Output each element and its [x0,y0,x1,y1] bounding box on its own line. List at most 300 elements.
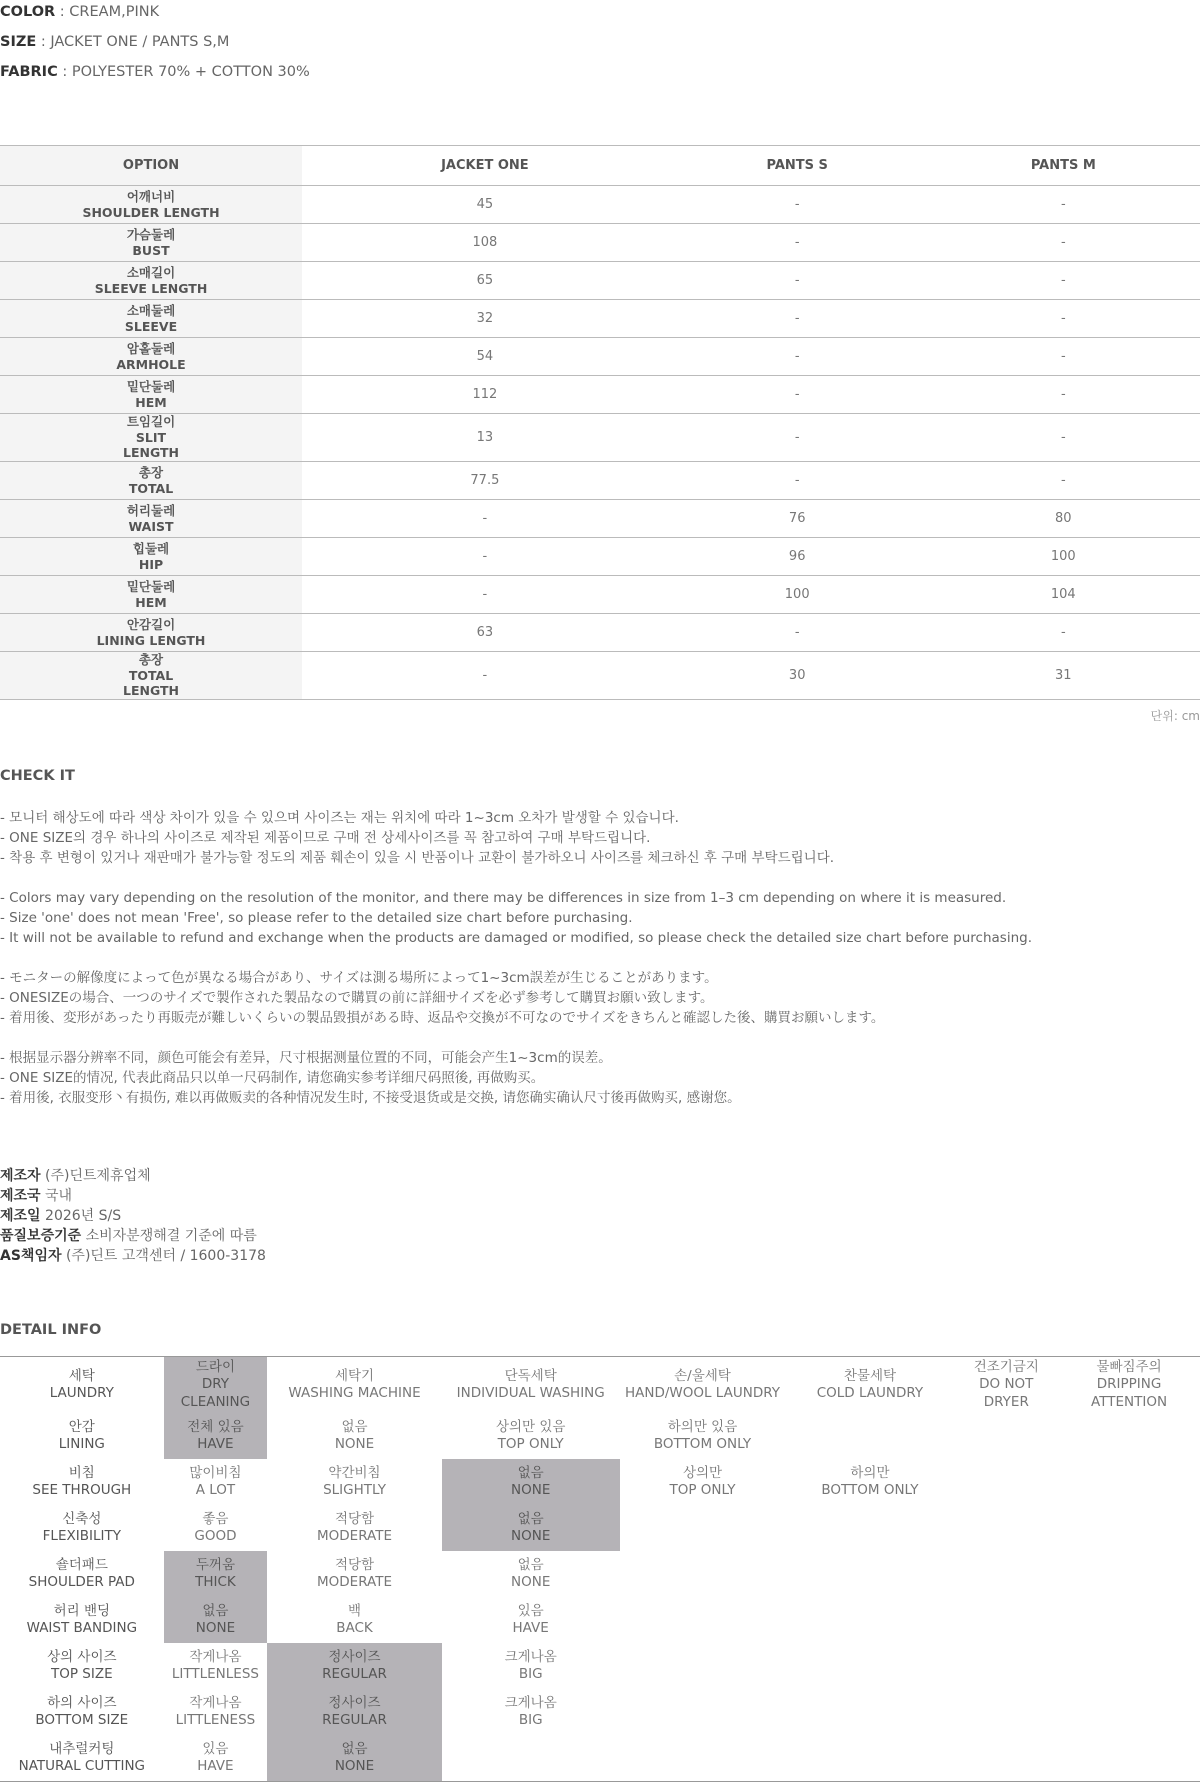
size-value: - [927,376,1200,414]
detail-option-selected [267,1643,442,1689]
detail-option [267,1413,442,1459]
size-col-header: OPTION [0,146,302,186]
detail-option-line: 하의만 [850,1464,890,1481]
detail-option-line: 적당함 [334,1556,375,1573]
detail-label [0,1357,164,1414]
detail-option-line: NONE [195,1620,236,1636]
detail-option-line: 없음 [341,1418,368,1435]
notice-group [0,888,1032,948]
option-label-en: SHOULDER LENGTH [82,204,220,220]
detail-option-line: HAND/WOOL LAUNDRY [624,1385,781,1401]
detail-option [620,1689,786,1735]
detail-option-line: 세탁기 [334,1367,375,1384]
detail-option [620,1413,786,1459]
detail-label-line: WAIST BANDING [26,1620,138,1636]
detail-option [620,1643,786,1689]
option-label-en: TOTAL [128,480,174,496]
detail-option [620,1597,786,1643]
detail-label-line: NATURAL CUTTING [18,1758,146,1774]
size-value: 13 [302,414,668,462]
size-value: 65 [302,262,668,300]
detail-option-line: DO NOT DRYER [979,1376,1034,1410]
detail-option-line: 정사이즈 [328,1648,381,1665]
manufacturer-label: 제조일 [0,1208,41,1224]
detail-option [442,1735,620,1782]
notice-line: - 着用後, 衣服变形丶有损伤, 难以再做贩卖的各种情况发生时, 不接受退货或是交换, 请您确实确认尺寸後再做购买, 感谢您。 [0,1090,741,1106]
table-row [0,500,1200,538]
size-value: 100 [927,538,1200,576]
detail-option-line: BACK [336,1620,373,1636]
notice-line: - ONESIZEの場合、一つのサイズで製作された製品なので購買の前に詳細サイズを必ず参考して購買お願い致します。 [0,990,714,1006]
detail-label-line: FLEXIBILITY [42,1528,121,1544]
detail-label [0,1551,164,1597]
detail-option-line: BIG [518,1712,543,1728]
detail-option-line: TOP ONLY [669,1482,736,1498]
detail-option-line: 백 [347,1602,362,1619]
detail-option [267,1597,442,1643]
detail-option-line: 적당함 [334,1510,375,1527]
size-value: - [927,414,1200,462]
detail-label-line: 세탁 [68,1367,95,1384]
detail-option-line: 없음 [517,1556,544,1573]
detail-label [0,1459,164,1505]
detail-option-selected [267,1735,442,1782]
spec-label: FABRIC [0,64,58,80]
detail-option-line: SLIGHTLY [323,1482,386,1498]
option-label-en: BUST [132,242,170,258]
manufacturer-row [0,1246,266,1266]
notice-line: - Size 'one' does not mean 'Free', so please refer to the detailed size chart before purchasing. [0,910,633,926]
detail-label [0,1643,164,1689]
detail-option [164,1643,268,1689]
detail-option [785,1689,954,1735]
table-row [0,538,1200,576]
option-label-ko: 밑단둘레 [126,579,176,594]
detail-option [620,1551,786,1597]
detail-option-selected [442,1505,620,1551]
size-value: - [927,614,1200,652]
detail-option-line: NONE [334,1436,375,1452]
detail-option-line: 상의만 있음 [495,1418,566,1435]
detail-option [1058,1689,1200,1735]
detail-option [1058,1459,1200,1505]
table-row [0,652,1200,700]
table-row [0,300,1200,338]
table-row [0,414,1200,462]
size-table [0,145,1200,700]
detail-row [0,1689,1200,1735]
detail-option-line: 전체 있음 [187,1418,244,1435]
detail-option-line: 드라이 [195,1358,235,1375]
spec-size: SIZE : JACKET ONE / PANTS S,M [0,34,230,50]
option-label [0,500,302,538]
detail-label-line: 비침 [68,1464,95,1481]
detail-option-line: HAVE [512,1620,549,1636]
detail-option-line: 정사이즈 [328,1694,381,1711]
manufacturer-row [0,1186,266,1206]
notice-line: - Colors may vary depending on the resolution of the monitor, and there may be differences in size from 1–3 cm depending on where it is measured. [0,890,1007,906]
detail-option-line: 있음 [202,1740,229,1757]
size-value: 76 [668,500,927,538]
detail-option [1058,1643,1200,1689]
spec-fabric: FABRIC : POLYESTER 70% + COTTON 30% [0,64,310,80]
detail-option-selected [164,1551,268,1597]
manufacturer-label: 제조국 [0,1188,41,1204]
notice-line: - モニターの解像度によって色が異なる場合があり、サイズは測る場所によって1~3cm誤差が生じることがあります。 [0,970,718,986]
detail-option-selected [442,1459,620,1505]
detail-row [0,1551,1200,1597]
option-label [0,462,302,500]
option-label-ko: 소매둘레 [126,303,176,318]
detail-info-title: DETAIL INFO [0,1322,102,1338]
size-col-header: PANTS S [668,146,927,186]
detail-row [0,1459,1200,1505]
option-label-en: HEM [135,394,167,410]
option-label-ko: 암홀둘레 [126,341,176,356]
size-value: - [668,414,927,462]
detail-label [0,1413,164,1459]
table-row [0,338,1200,376]
check-it-title: CHECK IT [0,768,75,784]
size-value: 54 [302,338,668,376]
detail-option-line: A LOT [195,1482,236,1498]
detail-option-line: 작게나옴 [189,1694,242,1711]
detail-option [785,1357,954,1414]
notice-line: - 착용 후 변형이 있거나 재판매가 불가능할 정도의 제품 훼손이 있을 시 반품이나 교환이 불가하오니 사이즈를 체크하신 후 구매 부탁드립니다. [0,850,835,866]
detail-option [954,1735,1058,1782]
detail-info-table [0,1356,1200,1782]
detail-row [0,1735,1200,1782]
table-row [0,576,1200,614]
spec-label: SIZE [0,34,37,50]
detail-option-line: LITTLENESS [175,1712,256,1728]
detail-option-line: CLEANING [180,1393,251,1410]
size-value: 31 [927,652,1200,700]
size-value: 96 [668,538,927,576]
detail-option [954,1357,1058,1414]
option-label-ko: 총장 [138,465,164,480]
option-label [0,614,302,652]
option-label [0,652,302,700]
notice-group [0,1048,1032,1108]
option-label-en: WAIST [128,518,174,534]
option-label [0,576,302,614]
detail-option-line: DRY [201,1376,230,1393]
option-label [0,338,302,376]
detail-option [785,1505,954,1551]
detail-option [954,1413,1058,1459]
option-label-en: LENGTH [123,683,179,699]
detail-option-line: 없음 [517,1464,544,1481]
table-row [0,614,1200,652]
detail-option [1058,1357,1200,1414]
detail-option [785,1597,954,1643]
detail-label-line: BOTTOM SIZE [35,1712,129,1728]
option-label [0,538,302,576]
manufacturer-value: (주)딘트 고객센터 / 1600-3178 [65,1248,266,1264]
table-row [0,224,1200,262]
detail-option-line: 없음 [517,1510,544,1527]
size-value: 32 [302,300,668,338]
notice-group [0,808,1032,868]
size-value: - [668,224,927,262]
option-label [0,300,302,338]
detail-option-line: 없음 [341,1740,368,1757]
detail-option [164,1735,268,1782]
table-row [0,262,1200,300]
table-row [0,462,1200,500]
manufacturer-row [0,1206,266,1226]
detail-label-line: 안감 [68,1418,95,1435]
notice-line: - It will not be available to refund and exchange when the products are damaged or modified, so please check the detailed size chart before purchasing. [0,930,1032,946]
size-value: 80 [927,500,1200,538]
spec-label: COLOR [0,4,56,20]
option-label-ko: 트임길이 [126,414,176,430]
manufacturer-row [0,1166,266,1186]
detail-label-line: TOP SIZE [50,1666,113,1682]
detail-option [785,1459,954,1505]
detail-option [442,1643,620,1689]
detail-option-line: HAVE [197,1758,234,1774]
detail-label [0,1597,164,1643]
detail-label-line: LINING [58,1436,105,1452]
size-value: - [302,538,668,576]
detail-option [620,1459,786,1505]
option-label-en: LINING LENGTH [96,632,206,648]
detail-option-selected [164,1357,268,1414]
detail-option-line: BOTTOM ONLY [821,1482,919,1498]
option-label-en: HIP [138,556,164,572]
manufacturer-value: 소비자분쟁해결 기준에 따름 [85,1228,257,1244]
size-col-header: PANTS M [927,146,1200,186]
notice-text [0,808,1032,1128]
detail-option-line: 크게나옴 [504,1694,557,1711]
detail-option [267,1459,442,1505]
detail-option-line: REGULAR [322,1712,387,1728]
detail-option-line: COLD LAUNDRY [816,1385,924,1401]
option-label [0,224,302,262]
detail-option [1058,1413,1200,1459]
detail-option-line: MODERATE [317,1574,393,1590]
detail-option [1058,1551,1200,1597]
option-label-en: LENGTH [123,445,179,461]
manufacturer-value: (주)딘트제휴업체 [45,1168,151,1184]
detail-option [954,1551,1058,1597]
detail-option [785,1735,954,1782]
option-label-en: TOTAL [128,667,174,683]
detail-option-line: 물빠짐주의 [1096,1358,1162,1375]
option-label-ko: 가슴둘레 [126,227,176,242]
unit-note: 단위: cm [1150,709,1200,723]
detail-option [785,1551,954,1597]
option-label-ko: 소매길이 [126,265,176,280]
detail-option [785,1413,954,1459]
detail-option-line: 약간비침 [328,1464,381,1481]
detail-option-line: HAVE [197,1436,234,1452]
option-label-en: SLIT [135,429,167,445]
detail-option [267,1357,442,1414]
detail-option [1058,1735,1200,1782]
detail-option [442,1357,620,1414]
size-value: - [302,500,668,538]
option-label-en: SLEEVE [124,318,178,334]
detail-option [442,1551,620,1597]
size-value: - [302,576,668,614]
spec-color: COLOR : CREAM,PINK [0,4,160,20]
detail-option-line: 상의만 [682,1464,723,1481]
size-value: - [302,652,668,700]
option-label-ko: 힙둘레 [132,541,170,556]
manufacturer-label: 품질보증기준 [0,1228,82,1244]
option-label [0,414,302,462]
option-label-ko: 총장 [138,652,164,668]
size-value: 108 [302,224,668,262]
option-label-ko: 밑단둘레 [126,379,176,394]
detail-label-line: 하의 사이즈 [47,1694,117,1711]
size-value: 63 [302,614,668,652]
detail-option [1058,1597,1200,1643]
option-label-ko: 허리둘레 [126,503,176,518]
detail-option-line: THICK [195,1574,236,1590]
detail-option-line: 하의만 있음 [667,1418,738,1435]
detail-option [164,1459,268,1505]
detail-label-line: SEE THROUGH [32,1482,132,1498]
detail-label [0,1689,164,1735]
detail-option [442,1689,620,1735]
spec-value: JACKET ONE / PANTS S,M [50,34,230,50]
notice-line: - ONE SIZE的情况, 代表此商品只以单一尺码制作, 请您确实参考详细尺码照後, 再做购买。 [0,1070,545,1086]
detail-option-line: DRIPPING ATTENTION [1091,1376,1168,1410]
detail-option [267,1505,442,1551]
detail-option [164,1505,268,1551]
detail-label [0,1735,164,1782]
detail-label-line: 상의 사이즈 [47,1648,117,1665]
detail-option-selected [164,1413,268,1459]
size-value: - [668,262,927,300]
manufacturer-value: 2026년 S/S [45,1208,122,1224]
detail-label-line: SHOULDER PAD [28,1574,135,1590]
size-value: - [927,224,1200,262]
detail-option-selected [267,1689,442,1735]
size-value: - [927,186,1200,224]
size-value: - [668,338,927,376]
detail-option-line: WASHING MACHINE [288,1385,421,1401]
detail-option [1058,1505,1200,1551]
detail-row [0,1357,1200,1414]
size-value: - [668,462,927,500]
spec-value: POLYESTER 70% + COTTON 30% [71,64,310,80]
size-value: 30 [668,652,927,700]
detail-row [0,1643,1200,1689]
detail-option-line: NONE [511,1528,551,1544]
detail-option-line: REGULAR [322,1666,387,1682]
detail-option [164,1689,268,1735]
option-label-en: SLEEVE LENGTH [94,280,208,296]
option-label-en: HEM [135,594,167,610]
size-table-header [0,146,1200,186]
detail-option [954,1643,1058,1689]
detail-label-line: 숄더패드 [55,1556,108,1573]
option-label-en: ARMHOLE [116,356,186,372]
detail-option-line: 작게나옴 [189,1648,242,1665]
detail-row [0,1413,1200,1459]
detail-option-line: GOOD [194,1528,237,1544]
detail-option [442,1413,620,1459]
size-value: 104 [927,576,1200,614]
detail-option [620,1357,786,1414]
size-value: - [668,300,927,338]
option-label [0,376,302,414]
option-label-ko: 안감길이 [126,617,176,632]
notice-line: - 모니터 해상도에 따라 색상 차이가 있을 수 있으며 사이즈는 재는 위치에 따라 1~3cm 오차가 발생할 수 있습니다. [0,810,679,826]
detail-option-line: 손/울세탁 [674,1367,731,1384]
size-value: - [668,186,927,224]
table-row [0,186,1200,224]
manufacturer-row [0,1226,266,1246]
spec-value: CREAM,PINK [69,4,160,20]
size-value: - [927,262,1200,300]
detail-option-line: LITTLENLESS [171,1666,259,1682]
detail-option-line: 있음 [517,1602,544,1619]
manufacturer-label: 제조자 [0,1168,41,1184]
notice-line: - ONE SIZE의 경우 하나의 사이즈로 제작된 제품이므로 구매 전 상세사이즈를 꼭 참고하여 구매 부탁드립니다. [0,830,651,846]
manufacturer-label: AS책임자 [0,1248,62,1264]
detail-label-line: 신축성 [62,1510,102,1527]
detail-option-line: 크게나옴 [504,1648,557,1665]
manufacturer-info [0,1166,266,1266]
detail-option [785,1643,954,1689]
detail-option [620,1505,786,1551]
detail-option-line: NONE [511,1482,551,1498]
detail-option [620,1735,786,1782]
size-value: - [927,338,1200,376]
detail-option-line: NONE [334,1758,375,1774]
detail-label-line: LAUNDRY [49,1385,114,1401]
detail-option-line: 좋음 [202,1510,229,1527]
detail-option-line: 건조기금지 [973,1358,1039,1375]
notice-line: - 着用後、変形があったり再販売が難しいくらいの製品毀損がある時、返品や交換が不可なのでサイズをきちんと確認した後、購買お願いします。 [0,1010,885,1026]
size-value: - [668,376,927,414]
detail-label-line: 내추럴커팅 [49,1740,115,1757]
detail-option-line: 없음 [202,1602,229,1619]
detail-option-line: 단독세탁 [504,1367,557,1384]
detail-option [442,1597,620,1643]
detail-row [0,1505,1200,1551]
detail-option-line: 많이비침 [189,1464,242,1481]
detail-option-line: BOTTOM ONLY [653,1436,752,1452]
option-label [0,262,302,300]
detail-option-line: MODERATE [317,1528,393,1544]
detail-option-line: TOP ONLY [497,1436,564,1452]
detail-option [954,1505,1058,1551]
size-value: - [927,462,1200,500]
size-value: 100 [668,576,927,614]
detail-option-line: 두꺼움 [195,1556,235,1573]
size-value: - [668,614,927,652]
detail-option-line: NONE [511,1574,551,1590]
detail-row [0,1597,1200,1643]
detail-option [267,1551,442,1597]
option-label-ko: 어깨너비 [126,189,176,204]
manufacturer-value: 국내 [45,1188,73,1204]
detail-label-line: 허리 밴딩 [53,1602,111,1619]
option-label [0,186,302,224]
detail-option-selected [164,1597,268,1643]
detail-option-line: BIG [518,1666,543,1682]
detail-label [0,1505,164,1551]
notice-group [0,968,1032,1028]
detail-option [954,1459,1058,1505]
